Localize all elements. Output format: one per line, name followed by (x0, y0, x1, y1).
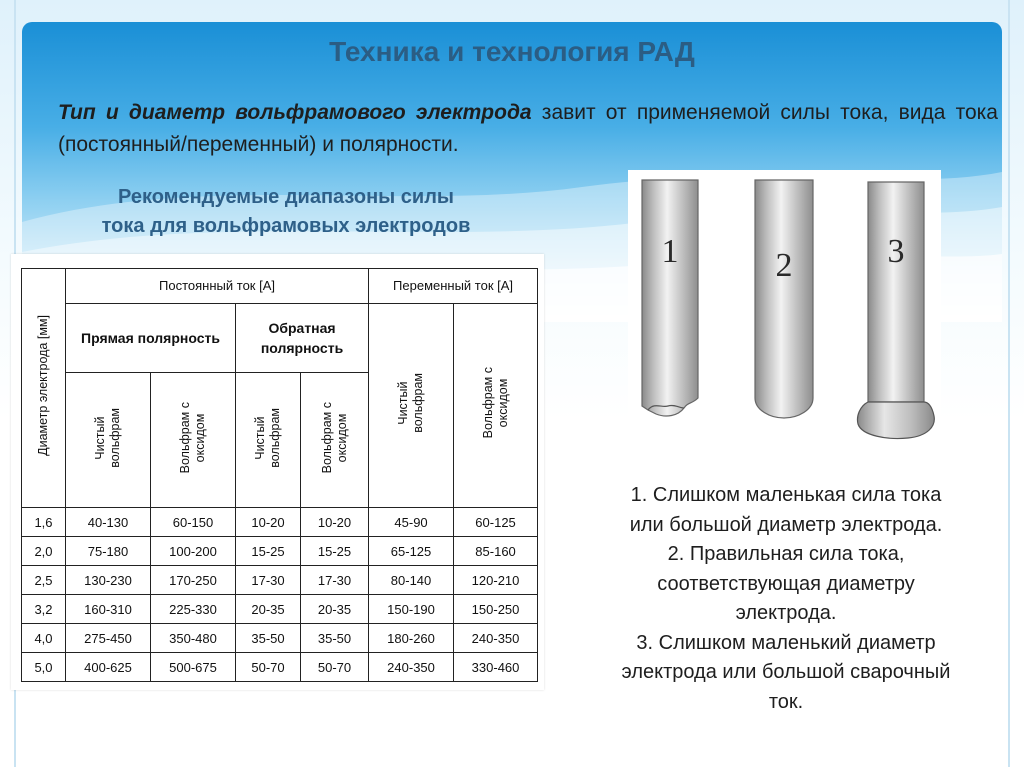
value-cell: 150-250 (454, 595, 538, 624)
intro-paragraph (58, 97, 998, 161)
caption-line: 2. Правильная сила тока, (667, 543, 905, 565)
table-row (22, 566, 538, 595)
electrode-drawing (628, 170, 941, 444)
value-cell: 60-125 (454, 508, 538, 537)
diameter-cell: 5,0 (22, 653, 66, 682)
col-label: Чистый вольфрам (396, 373, 426, 433)
caption-line: или большой диаметр электрода. (629, 513, 943, 536)
value-cell: 15-25 (236, 537, 301, 566)
diameter-cell: 2,0 (22, 537, 66, 566)
dc-header: Постоянный ток [А] (66, 269, 369, 304)
electrode-label-1: 1 (661, 233, 679, 270)
value-cell: 45-90 (369, 508, 454, 537)
col-label: Чистый вольфрам (93, 407, 122, 468)
intro-rest: завит от применяемой силы тока, вида тока (постоянный/переменный) и полярности. (58, 101, 998, 156)
subtitle-line-2: тока для вольфрамовых электродов (101, 215, 471, 237)
value-cell: 100-200 (151, 537, 236, 566)
dc-reverse-pure-header (236, 372, 301, 508)
value-cell: 20-35 (236, 595, 301, 624)
table-row (22, 508, 538, 537)
reverse-polarity-header: Обратная полярность (236, 303, 369, 372)
value-cell: 17-30 (236, 566, 301, 595)
col-label: Вольфрам с оксидом (319, 401, 349, 474)
diameter-cell: 1,6 (22, 508, 66, 537)
col-label: Вольфрам с оксидом (178, 401, 207, 474)
ac-oxide-tungsten-header (454, 303, 538, 508)
value-cell: 240-350 (454, 624, 538, 653)
value-cell: 400-625 (66, 653, 151, 682)
value-cell: 350-480 (151, 624, 236, 653)
diameter-header: Диаметр электрода [мм] (36, 315, 50, 457)
electrode-label-2: 2 (775, 247, 793, 284)
straight-polarity-header: Прямая полярность (66, 303, 236, 372)
value-cell: 120-210 (454, 566, 538, 595)
caption-line: 3. Слишком маленький диаметр (636, 631, 936, 654)
diameter-cell: 3,2 (22, 595, 66, 624)
diameter-cell: 4,0 (22, 624, 66, 653)
value-cell: 225-330 (151, 595, 236, 624)
value-cell: 85-160 (454, 537, 538, 566)
caption-line: соответствующая диаметру (657, 572, 915, 595)
value-cell: 10-20 (236, 508, 301, 537)
caption-line: электрода. (735, 602, 837, 624)
slide-title: Техника и технология РАД (329, 36, 695, 67)
electrode-2 (755, 180, 813, 418)
value-cell: 20-35 (301, 595, 369, 624)
table-row (22, 537, 538, 566)
col-label: Чистый вольфрам (253, 407, 282, 468)
caption-line: 1. Слишком маленькая сила тока (630, 484, 942, 506)
frame-line-right (1008, 0, 1010, 767)
ac-header: Переменный ток [А] (369, 269, 538, 304)
electrode-label-3: 3 (887, 233, 905, 270)
value-cell: 40-130 (66, 508, 151, 537)
col-label: Вольфрам с оксидом (480, 367, 510, 439)
value-cell: 130-230 (66, 566, 151, 595)
electrode-tips-illustration (628, 170, 941, 444)
dc-reverse-oxide-header (301, 372, 369, 508)
value-cell: 10-20 (301, 508, 369, 537)
diameter-header-cell (22, 269, 66, 508)
value-cell: 180-260 (369, 624, 454, 653)
value-cell: 65-125 (369, 537, 454, 566)
value-cell: 15-25 (301, 537, 369, 566)
electrode-1 (642, 180, 698, 416)
value-cell: 50-70 (301, 653, 369, 682)
value-cell: 170-250 (151, 566, 236, 595)
value-cell: 17-30 (301, 566, 369, 595)
value-cell: 150-190 (369, 595, 454, 624)
ac-pure-tungsten-header (369, 303, 454, 508)
table-subtitle (30, 183, 542, 241)
table-row (22, 653, 538, 682)
diameter-cell: 2,5 (22, 566, 66, 595)
dc-straight-pure-header (66, 372, 151, 508)
value-cell: 240-350 (369, 653, 454, 682)
current-range-table (21, 268, 538, 682)
value-cell: 35-50 (301, 624, 369, 653)
value-cell: 80-140 (369, 566, 454, 595)
value-cell: 60-150 (151, 508, 236, 537)
value-cell: 275-450 (66, 624, 151, 653)
table-row (22, 595, 538, 624)
value-cell: 50-70 (236, 653, 301, 682)
value-cell: 330-460 (454, 653, 538, 682)
caption-line: электрода или большой сварочный (621, 661, 951, 683)
dc-straight-oxide-header (151, 372, 236, 508)
intro-term: Тип и диаметр вольфрамового электрода (58, 101, 532, 124)
caption-line: ток. (768, 690, 804, 713)
value-cell: 500-675 (151, 653, 236, 682)
table-row (22, 624, 538, 653)
value-cell: 160-310 (66, 595, 151, 624)
subtitle-line-1: Рекомендуемые диапазоны силы (117, 186, 454, 208)
value-cell: 75-180 (66, 537, 151, 566)
electrode-3 (857, 182, 934, 438)
electrode-caption (566, 481, 1006, 717)
value-cell: 35-50 (236, 624, 301, 653)
current-table-image (11, 254, 544, 690)
